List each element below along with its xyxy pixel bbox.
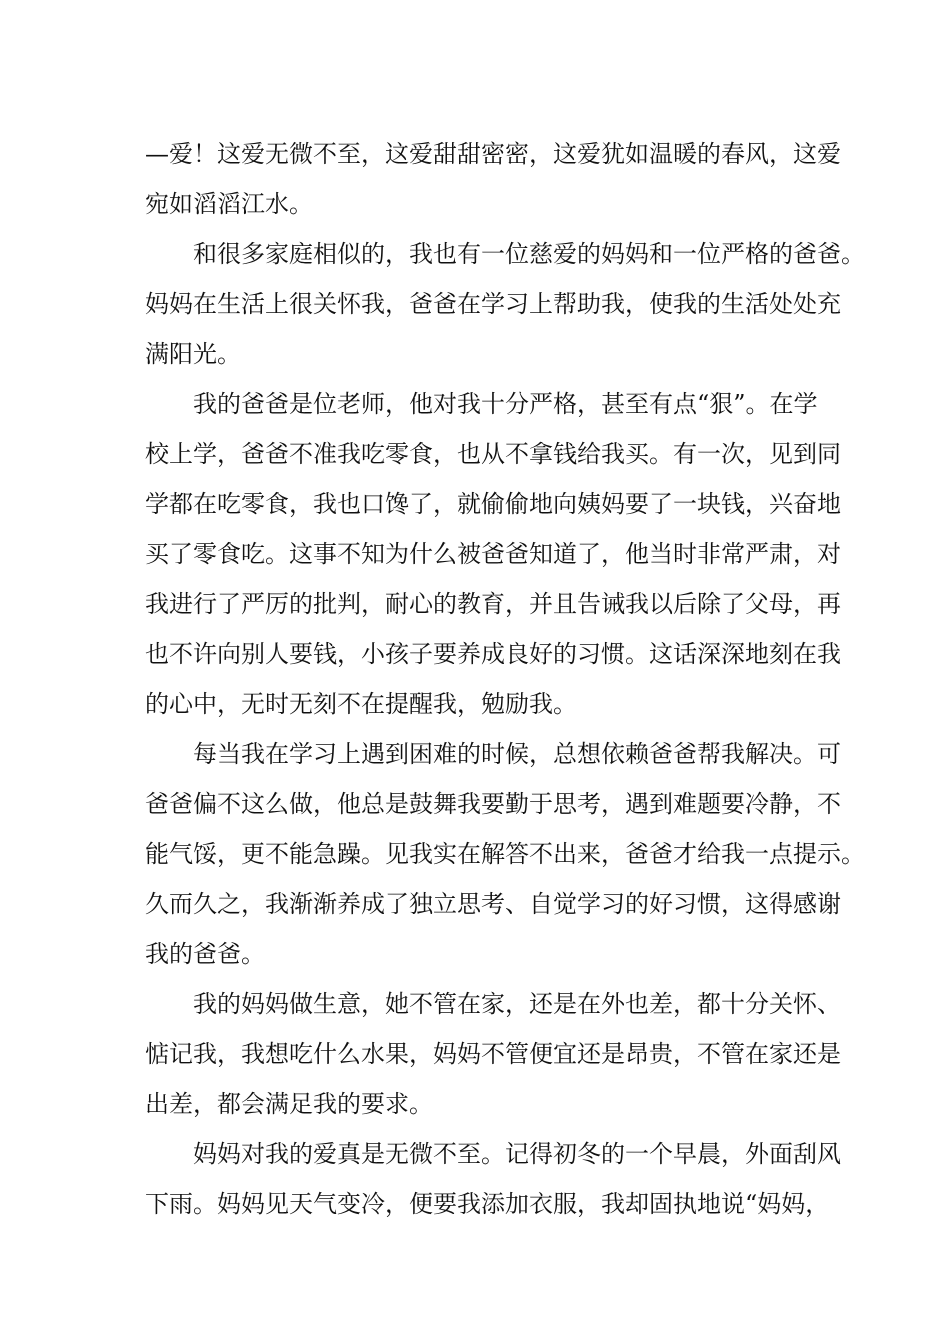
text-line: 我的爸爸。 [145,940,265,968]
text-line: 久而久之，我渐渐养成了独立思考、自觉学习的好习惯，这得感谢 [145,890,841,918]
text-line: 学都在吃零食，我也口馋了，就偷偷地向姨妈要了一块钱，兴奋地 [145,490,841,518]
text-line: 妈妈在生活上很关怀我，爸爸在学习上帮助我，使我的生活处处充 [145,290,841,318]
text-line: 的心中，无时无刻不在提醒我，勉励我。 [145,690,577,718]
paragraph-first-line: 妈妈对我的爱真是无微不至。记得初冬的一个早晨，外面刮风 [193,1140,841,1168]
text-line: 校上学，爸爸不准我吃零食，也从不拿钱给我买。有一次，见到同 [145,440,841,468]
text-line: 满阳光。 [145,340,241,368]
text-line: 也不许向别人要钱，小孩子要养成良好的习惯。这话深深地刻在我 [145,640,841,668]
text-line: 爸爸偏不这么做，他总是鼓舞我要勤于思考，遇到难题要冷静，不 [145,790,841,818]
text-line: 宛如滔滔江水。 [145,190,313,218]
text-line: 买了零食吃。这事不知为什么被爸爸知道了，他当时非常严肃，对 [145,540,841,568]
paragraph-first-line: 和很多家庭相似的，我也有一位慈爱的妈妈和一位严格的爸爸。 [193,240,865,268]
paragraph-first-line: 每当我在学习上遇到困难的时候，总想依赖爸爸帮我解决。可 [193,740,841,768]
text-line: —爱！这爱无微不至，这爱甜甜密密，这爱犹如温暖的春风，这爱 [145,140,841,168]
text-line: 我进行了严厉的批判，耐心的教育，并且告诫我以后除了父母，再 [145,590,841,618]
text-line: 下雨。妈妈见天气变冷，便要我添加衣服，我却固执地说“妈妈， [145,1190,830,1218]
paragraph-first-line: 我的妈妈做生意，她不管在家，还是在外也差，都十分关怀、 [193,990,841,1018]
text-line: 出差，都会满足我的要求。 [145,1090,433,1118]
body-text [145,129,865,1229]
paragraph-first-line: 我的爸爸是位老师，他对我十分严格，甚至有点“狠”。在学 [193,390,818,418]
text-line: 能气馁，更不能急躁。见我实在解答不出来，爸爸才给我一点提示。 [145,840,865,868]
text-line: 惦记我，我想吃什么水果，妈妈不管便宜还是昂贵，不管在家还是 [145,1040,841,1068]
